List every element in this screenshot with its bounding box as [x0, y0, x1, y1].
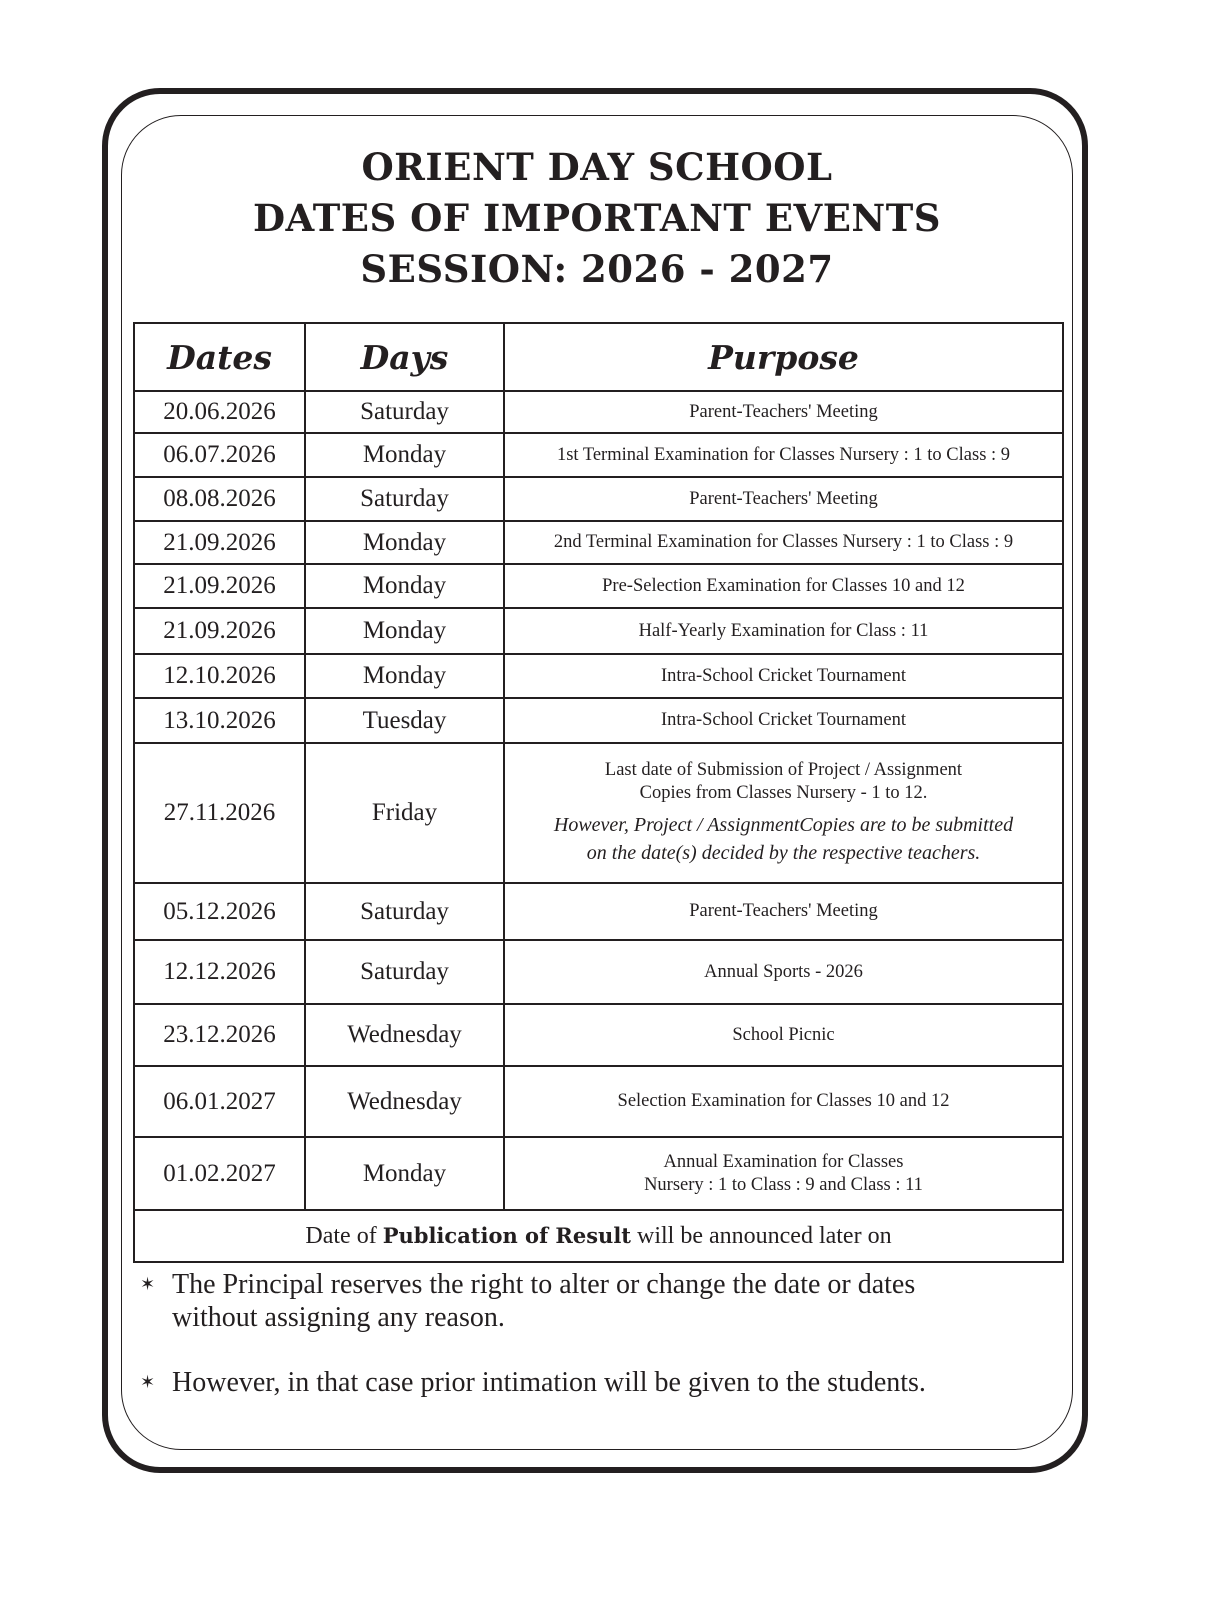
purpose-line: Annual Examination for Classes — [663, 1151, 904, 1172]
notes-list — [140, 1268, 1040, 1399]
day-cell: Saturday — [305, 940, 504, 1004]
purpose-cell: School Picnic — [504, 1004, 1063, 1066]
date-cell: 13.10.2026 — [134, 698, 305, 743]
date-cell: 05.12.2026 — [134, 883, 305, 940]
purpose-cell — [504, 743, 1063, 883]
table-row — [134, 1137, 1063, 1210]
day-cell: Monday — [305, 433, 504, 477]
table-row — [134, 698, 1063, 743]
date-cell: 21.09.2026 — [134, 564, 305, 608]
date-cell: 23.12.2026 — [134, 1004, 305, 1066]
date-cell: 27.11.2026 — [134, 743, 305, 883]
purpose-cell: Intra-School Cricket Tournament — [504, 654, 1063, 698]
document-title: DATES OF IMPORTANT EVENTS — [252, 196, 942, 240]
note-line: However, in that case prior intimation will be given to the students. — [172, 1367, 926, 1398]
day-cell: Friday — [305, 743, 504, 883]
events-table — [133, 322, 1064, 1263]
day-cell: Monday — [305, 521, 504, 564]
note-line: The Principal reserves the right to alter or change the date or dates — [172, 1269, 916, 1300]
date-cell: 12.12.2026 — [134, 940, 305, 1004]
note-text — [172, 1366, 926, 1399]
date-cell: 20.06.2026 — [134, 391, 305, 433]
purpose-line: Nursery : 1 to Class : 9 and Class : 11 — [644, 1174, 923, 1195]
table-header-row — [134, 323, 1063, 391]
purpose-line: Copies from Classes Nursery - 1 to 12. — [639, 783, 928, 803]
table-row — [134, 654, 1063, 698]
purpose-cell: Parent-Teachers' Meeting — [504, 883, 1063, 940]
date-cell: 01.02.2027 — [134, 1137, 305, 1210]
session-label: SESSION: 2026 - 2027 — [360, 247, 834, 291]
purpose-cell: Pre-Selection Examination for Classes 10 and 12 — [504, 564, 1063, 608]
day-cell: Monday — [305, 654, 504, 698]
column-header-purpose: Purpose — [504, 323, 1063, 391]
column-header-dates: Dates — [134, 323, 305, 391]
result-publication-row — [134, 1210, 1063, 1262]
table-row — [134, 521, 1063, 564]
purpose-cell: Intra-School Cricket Tournament — [504, 698, 1063, 743]
day-cell: Monday — [305, 564, 504, 608]
purpose-cell — [504, 1137, 1063, 1210]
purpose-cell: 2nd Terminal Examination for Classes Nursery : 1 to Class : 9 — [504, 521, 1063, 564]
footer-bold: Publication of Result — [382, 1222, 631, 1248]
table-row — [134, 743, 1063, 883]
date-cell: 06.07.2026 — [134, 433, 305, 477]
table-row — [134, 433, 1063, 477]
purpose-cell: Parent-Teachers' Meeting — [504, 477, 1063, 521]
result-publication-note — [134, 1210, 1063, 1262]
table-row — [134, 564, 1063, 608]
date-cell: 21.09.2026 — [134, 608, 305, 654]
date-cell: 12.10.2026 — [134, 654, 305, 698]
day-cell: Wednesday — [305, 1066, 504, 1137]
star-bullet-icon: ✶ — [140, 1372, 156, 1392]
purpose-cell: Half-Yearly Examination for Class : 11 — [504, 608, 1063, 654]
date-cell: 21.09.2026 — [134, 521, 305, 564]
footer-suffix: will be announced later on — [631, 1222, 892, 1249]
school-name: ORIENT DAY SCHOOL — [361, 145, 833, 189]
date-cell: 08.08.2026 — [134, 477, 305, 521]
submission-note — [505, 811, 1062, 867]
star-bullet-icon: ✶ — [140, 1274, 156, 1294]
purpose-cell: Selection Examination for Classes 10 and 12 — [504, 1066, 1063, 1137]
column-header-days: Days — [305, 323, 504, 391]
note-item — [140, 1366, 1040, 1399]
table-row — [134, 391, 1063, 433]
note-line: on the date(s) decided by the respective teachers. — [586, 842, 981, 864]
table-row — [134, 1066, 1063, 1137]
table-row — [134, 940, 1063, 1004]
document-header — [121, 142, 1073, 295]
note-item — [140, 1268, 1040, 1334]
date-cell: 06.01.2027 — [134, 1066, 305, 1137]
day-cell: Saturday — [305, 883, 504, 940]
table-row — [134, 1004, 1063, 1066]
day-cell: Monday — [305, 608, 504, 654]
note-line: However, Project / AssignmentCopies are to be submitted — [553, 814, 1014, 836]
day-cell: Tuesday — [305, 698, 504, 743]
day-cell: Monday — [305, 1137, 504, 1210]
table-row — [134, 883, 1063, 940]
note-text — [172, 1268, 915, 1334]
note-line: without assigning any reason. — [172, 1302, 505, 1333]
purpose-line: Last date of Submission of Project / Assignment — [604, 760, 963, 780]
day-cell: Saturday — [305, 391, 504, 433]
purpose-cell: Annual Sports - 2026 — [504, 940, 1063, 1004]
table-row — [134, 477, 1063, 521]
purpose-cell: 1st Terminal Examination for Classes Nursery : 1 to Class : 9 — [504, 433, 1063, 477]
day-cell: Wednesday — [305, 1004, 504, 1066]
footer-prefix: Date of — [305, 1222, 383, 1249]
day-cell: Saturday — [305, 477, 504, 521]
purpose-cell: Parent-Teachers' Meeting — [504, 391, 1063, 433]
table-row — [134, 608, 1063, 654]
